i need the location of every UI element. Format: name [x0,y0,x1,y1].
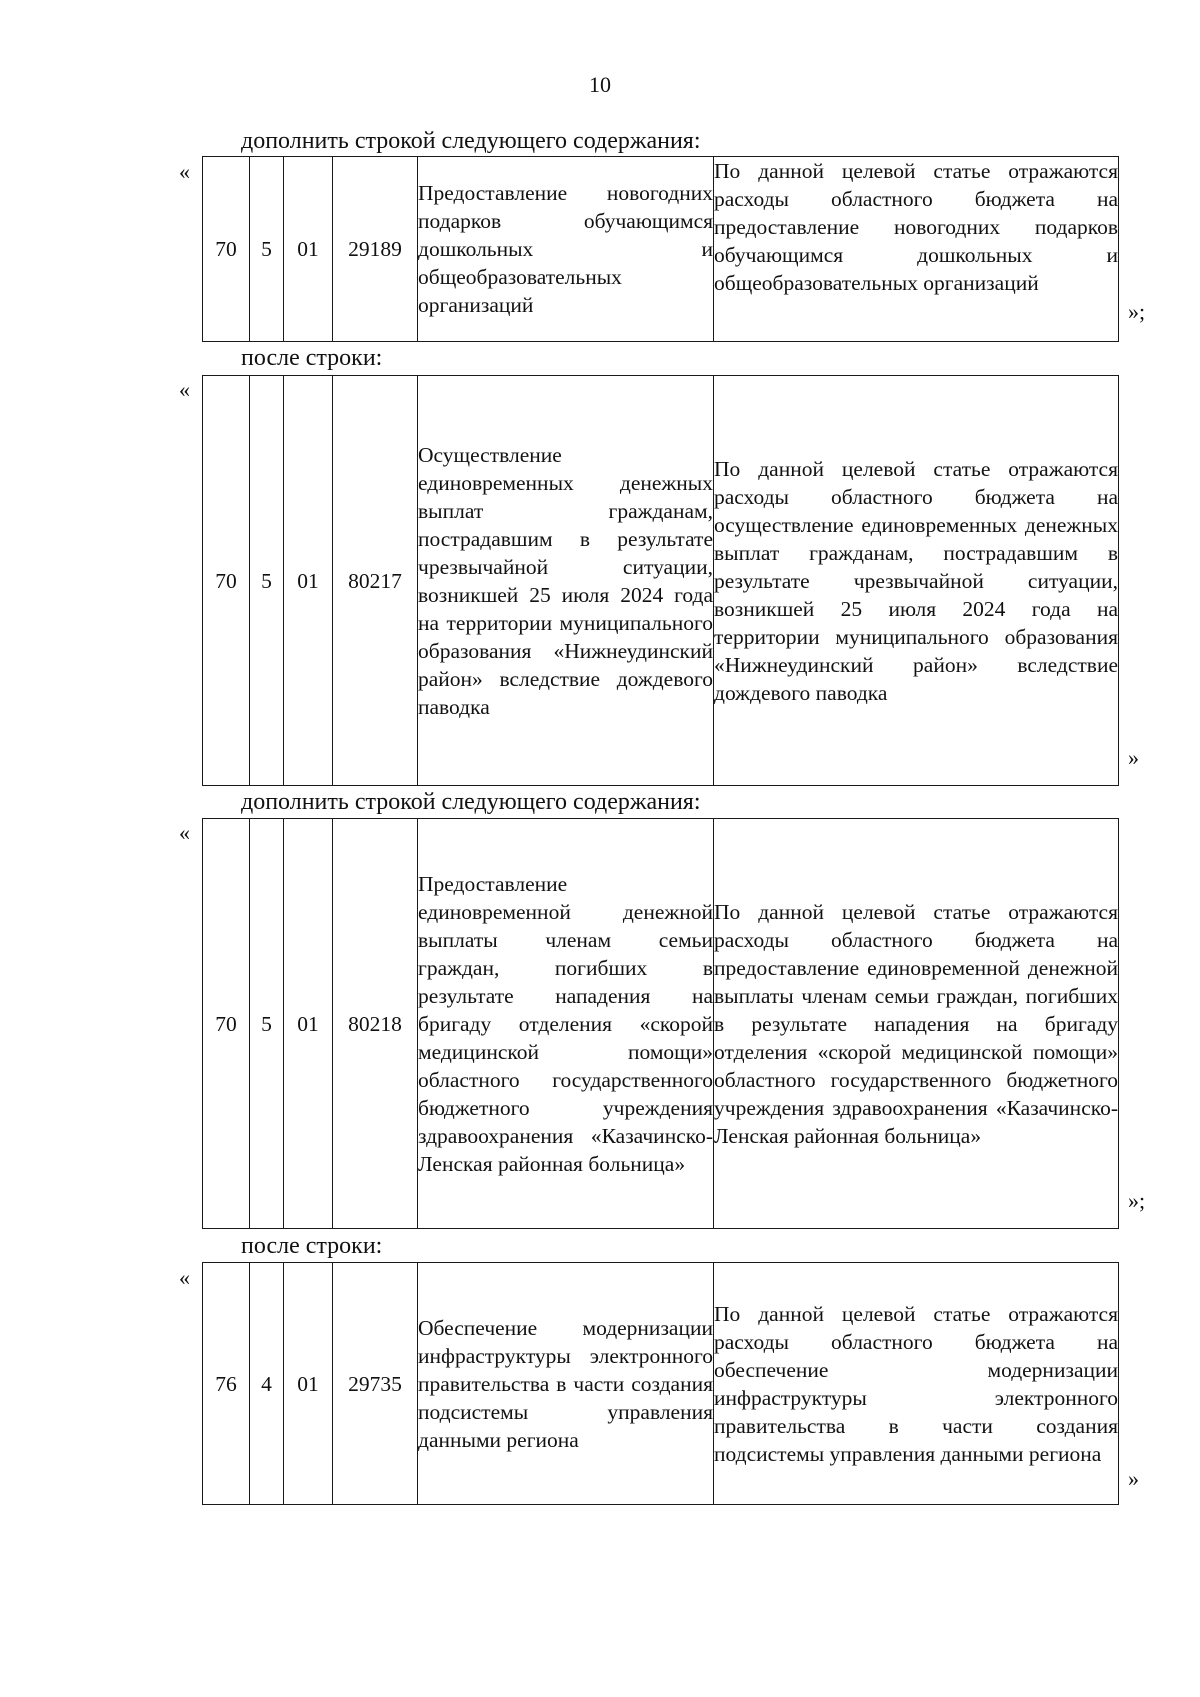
code-table [202,818,1119,1229]
opening-quote: « [179,820,190,845]
closing-quote: »; [1128,299,1146,324]
target-article-description: По данной целевой статье отражаются расходы областного бюджета на обеспечение модернизации инфраструктуры электронного правительства в части создания подсистемы управления данными региона [714,1263,1119,1505]
table-row [203,819,1119,1229]
target-article-name: Предоставление новогодних подарков обучающимся дошкольных и общеобразовательных организаций [418,157,714,342]
code-group: 01 [284,157,333,342]
closing-quote: » [1128,745,1139,770]
code-subsection: 5 [250,376,284,786]
code-section: 70 [203,819,250,1229]
target-article-description: По данной целевой статье отражаются расходы областного бюджета на предоставление новогодних подарков обучающимся дошкольных и общеобразовательных организаций [714,157,1119,342]
target-article-name: Осуществление единовременных денежных выплат гражданам, пострадавшим в результате чрезвычайной ситуации, возникшей 25 июля 2024 года на территории муниципального образования «Нижнеудинский район» вследствие дождевого паводка [418,376,714,786]
code-subsection: 5 [250,157,284,342]
opening-quote: « [179,1265,190,1290]
code-table [202,375,1119,786]
code-direction: 80218 [333,819,418,1229]
amendment-intro: дополнить строкой следующего содержания: [241,789,701,815]
code-direction: 29735 [333,1263,418,1505]
code-group: 01 [284,819,333,1229]
target-article-description: По данной целевой статье отражаются расходы областного бюджета на предоставление единовременной денежной выплаты членам семьи граждан, погибших в результате нападения на бригаду отделения «скорой медицинской помощи» областного государственного бюджетного учреждения здравоохранения «Казачинско-Ленская районная больница» [714,819,1119,1229]
table-row [203,157,1119,342]
code-table [202,156,1119,342]
code-table [202,1262,1119,1505]
target-article-name: Обеспечение модернизации инфраструктуры электронного правительства в части создания подсистемы управления данными региона [418,1263,714,1505]
code-direction: 80217 [333,376,418,786]
amendment-intro: после строки: [241,345,383,371]
code-group: 01 [284,1263,333,1505]
closing-quote: »; [1128,1188,1146,1213]
closing-quote: » [1128,1466,1139,1491]
code-section: 70 [203,157,250,342]
code-section: 70 [203,376,250,786]
code-subsection: 5 [250,819,284,1229]
table-row [203,1263,1119,1505]
table-row [203,376,1119,786]
target-article-name: Предоставление единовременной денежной выплаты членам семьи граждан, погибших в результате нападения на бригаду отделения «скорой медицинской помощи» областного государственного бюджетного учреждения здравоохранения «Казачинско-Ленская районная больница» [418,819,714,1229]
page-number: 10 [589,72,611,97]
amendment-intro: после строки: [241,1233,383,1259]
amendment-intro: дополнить строкой следующего содержания: [241,128,701,154]
opening-quote: « [179,377,190,402]
target-article-description: По данной целевой статье отражаются расходы областного бюджета на осуществление единовременных денежных выплат гражданам, пострадавшим в результате чрезвычайной ситуации, возникшей 25 июля 2024 года на территории муниципального образования «Нижнеудинский район» вследствие дождевого паводка [714,376,1119,786]
code-group: 01 [284,376,333,786]
code-subsection: 4 [250,1263,284,1505]
code-direction: 29189 [333,157,418,342]
code-section: 76 [203,1263,250,1505]
opening-quote: « [179,159,190,184]
